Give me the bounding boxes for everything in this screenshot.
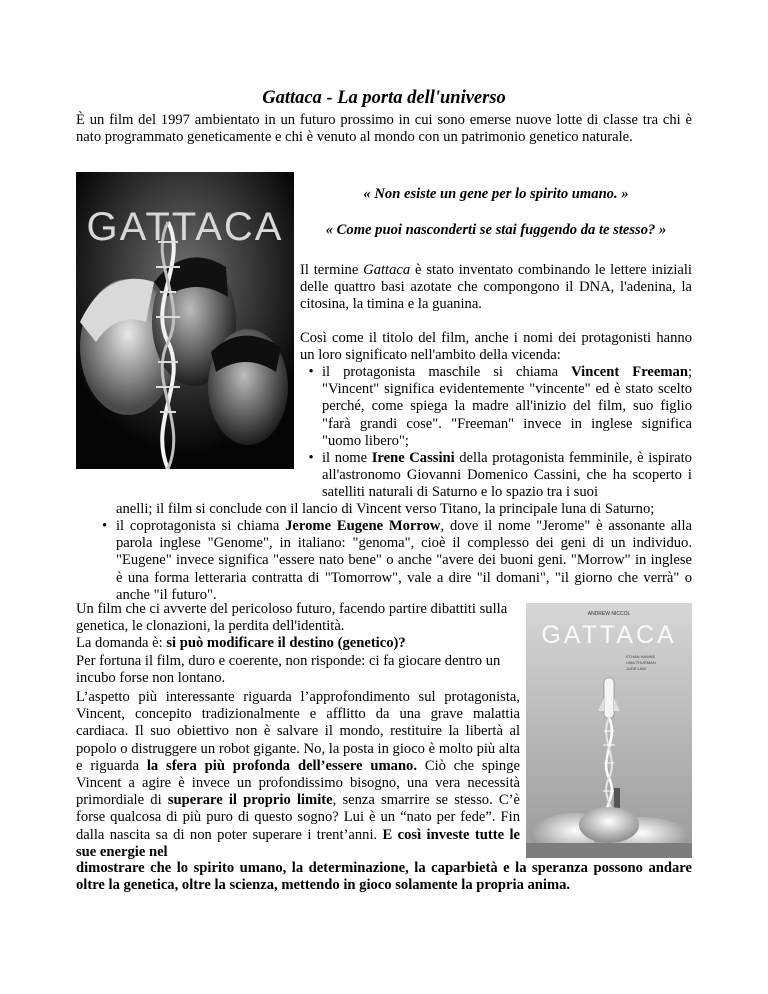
poster2-director: ANDREW NICCOL xyxy=(587,611,631,617)
page-title: Gattaca - La porta dell'universo xyxy=(262,88,506,108)
bullet-pre: il coprotagonista si chiama xyxy=(116,518,286,534)
gattaca-name-italic: Gattaca xyxy=(363,262,411,278)
poster2-logo: GATTACA xyxy=(541,621,677,649)
quote-hide: « Come puoi nasconderti se stai fuggendo da te stesso? » xyxy=(325,222,667,238)
poster1-logo: GATTACA xyxy=(86,205,284,249)
gattaca-name-pre: Il termine xyxy=(300,262,364,278)
bullet-icon: • xyxy=(101,518,108,534)
film-line: Un film che ci avverte del pericoloso futuro, facendo partire dibattiti sulla genetica, le clonazioni, la perdita dell'identità. xyxy=(76,601,508,635)
poster2-cast: UMA THURMAN xyxy=(626,660,656,665)
bullet-icon: • xyxy=(308,450,314,466)
bullet-post: della protagonista femminile, è ispirato all'astronomo Giovanni Domenico Cassini, che ha scoperto i satelliti naturali di Saturno e lo spazio tra i suoi xyxy=(322,450,692,501)
list-item xyxy=(300,450,692,502)
bullet-name: Jerome Eugene Morrow xyxy=(285,518,441,534)
aspect-text: L’aspetto più interessante riguarda l’approfondimento sul protagonista, Vincent, concepito tradizionalmente e afflitto da una grave malattia cardiaca. Il suo obiettivo non è salvare il mondo, restituire la libertà al popolo o distruggere un robot gigante. No, la posta in gioco è molto più alta e riguarda xyxy=(76,689,520,774)
bullet-pre: il protagonista maschile si chiama xyxy=(322,364,572,380)
aspect-paragraph-end: dimostrare che lo spirito umano, la determinazione, la caparbietà e la speranza possono andare oltre la genetica, oltre la scienza, mettendo in gioco solamente la propria anima. xyxy=(76,860,692,894)
film-line: Per fortuna il film, duro e coerente, non risponde: ci fa giocare dentro un incubo forse non lontano. xyxy=(76,652,501,686)
bullet-text xyxy=(322,450,692,502)
quote-spirit: « Non esiste un gene per lo spirito umano. » xyxy=(363,186,629,202)
aspect-bold: superare il proprio limite xyxy=(167,792,333,809)
intro-paragraph: È un film del 1997 ambientato in un futuro prossimo in cui sono emerse nuove lotte di classe tra chi è nato programmato geneticamente e chi è venuto al mondo con un patrimonio genetico naturale. xyxy=(76,112,692,146)
film-paragraph xyxy=(76,601,520,687)
bullet-name: Irene Cassini xyxy=(371,450,455,466)
poster2-cast: ETHAN HAWKE xyxy=(626,654,656,659)
bullet-name: Vincent Freeman xyxy=(571,364,688,380)
aspect-text: Ciò che spinge Vincent a agire è invece un profondissimo bisogno, una vera necessità primordiale di xyxy=(76,757,521,809)
aspect-bold: la sfera più profonda dell’essere umano. xyxy=(146,757,418,774)
gattaca-name-paragraph xyxy=(300,262,692,314)
bullet-text xyxy=(322,364,692,450)
poster2-cast: JUDE LAW xyxy=(626,666,647,671)
movie-poster-rocket-image xyxy=(526,603,692,858)
question-pre: La domanda è: xyxy=(76,635,167,652)
bullet-icon: • xyxy=(308,364,314,380)
aspect-text: , senza smarrire se stesso. C’è forse qualcosa di più puro di questo sogno? Lui è un “nato per fede”. Fin dalla nascita sa di non poter superare i trent’anni. xyxy=(76,792,520,843)
poster2-illustration xyxy=(526,603,692,858)
list-item xyxy=(300,364,692,450)
list-item xyxy=(93,518,692,604)
aspect-paragraph xyxy=(76,689,520,861)
poster-illustration xyxy=(76,172,294,469)
movie-poster-image xyxy=(76,172,294,469)
names-intro-paragraph: Così come il titolo del film, anche i nomi dei protagonisti hanno un loro significato nell'ambito della vicenda: xyxy=(300,330,692,364)
aspect-bold: E così investe tutte le sue energie nel xyxy=(76,826,520,860)
gattaca-name-post: è stato inventato combinando le lettere iniziali delle quattro basi azotate che compongono il DNA, l'adenina, la citosina, la timina e la guanina. xyxy=(300,262,692,313)
bullet-post: ; "Vincent" significa evidentemente "vincente" ed è stato scelto perché, come spiega la madre all'inizio del film, suo figlio "farà grandi cose". "Freeman" invece in inglese significa "uomo libero"; xyxy=(322,364,693,449)
bullet-pre: il nome xyxy=(322,450,372,466)
bullet-post: , dove il nome "Jerome" è assonante alla parola inglese "Genome", in italiano: "genoma", cioè il complesso dei geni di un individuo. "Eugene" invece significa "essere nato bene" o anche "avere dei buoni geni. "Morrow" in inglese è una forma letteraria contratta di "Tomorrow", vale a dire "il domani", "il giorno che verrà" o anche "il futuro". xyxy=(116,518,692,603)
question-bold: si può modificare il destino (genetico)? xyxy=(166,635,406,652)
film-question xyxy=(76,635,520,652)
bullet-text xyxy=(116,518,692,604)
bullet-continuation: anelli; il film si conclude con il lancio di Vincent verso Titano, la principale luna di Saturno; xyxy=(116,501,655,517)
